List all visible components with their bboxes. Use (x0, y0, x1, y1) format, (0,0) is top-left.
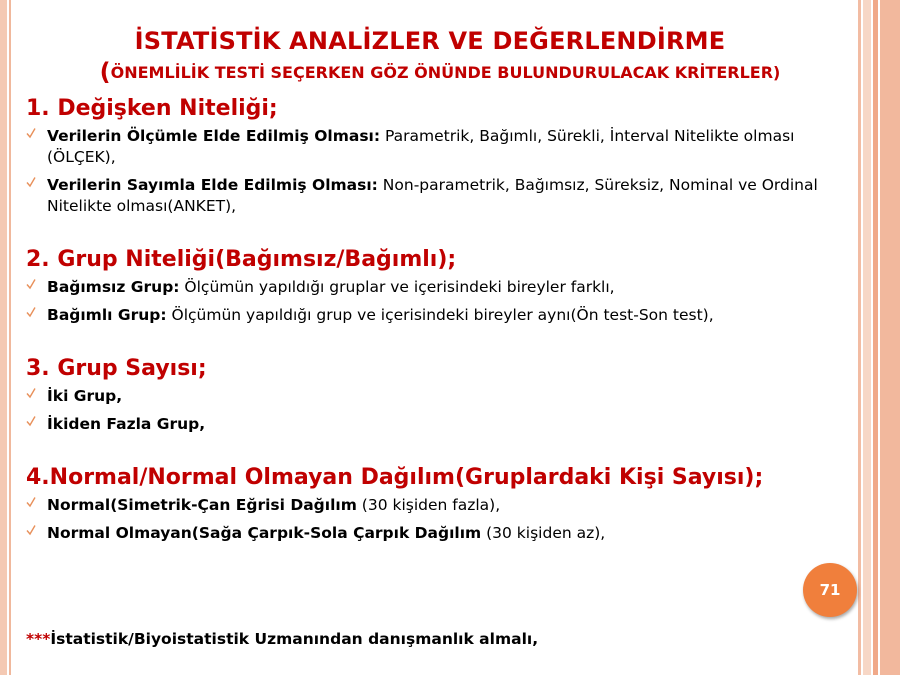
section-3 (26, 354, 826, 435)
item-text: Parametrik, Bağımlı, Sürekli, İnterval Nitelikte olması (ÖLÇEK), (47, 127, 795, 166)
item-text: Non-parametrik, Bağımsız, Süreksiz, Nominal ve Ordinal Nitelikte olması(ANKET), (47, 176, 818, 215)
checkmark-icon (26, 524, 36, 536)
checkmark-icon (26, 278, 36, 290)
section-heading: 2. Grup Niteliği(Bağımsız/Bağımlı); (26, 247, 457, 272)
section-heading: 4.Normal/Normal Olmayan Dağılım(Gruplardaki Kişi Sayısı); (26, 465, 764, 490)
slide-subtitle (20, 58, 860, 87)
bullet-list (26, 495, 826, 544)
checkmark-icon (26, 127, 36, 139)
bullet-list (26, 126, 826, 217)
item-label: Verilerin Sayımla Elde Edilmiş Olması: (47, 176, 378, 194)
bullet-list (26, 277, 826, 326)
list-item (26, 414, 826, 435)
item-label: Normal(Simetrik-Çan Eğrisi Dağılım (47, 496, 357, 514)
bullet-list (26, 386, 826, 435)
item-label: İki Grup, (47, 387, 123, 405)
item-text: (30 kişiden az), (481, 524, 606, 542)
list-item (26, 126, 826, 168)
page-number-badge: 71 (803, 563, 857, 617)
item-text: Ölçümün yapıldığı grup ve içerisindeki bireyler aynı(Ön test-Son test), (166, 306, 714, 324)
item-text: Ölçümün yapıldığı gruplar ve içerisindeki bireyler farklı, (179, 278, 615, 296)
slide-title: İSTATİSTİK ANALİZLER VE DEĞERLENDİRME (134, 27, 726, 55)
list-item (26, 175, 826, 217)
list-item (26, 305, 826, 326)
checkmark-icon (26, 415, 36, 427)
item-label: Verilerin Ölçümle Elde Edilmiş Olması: (47, 127, 381, 145)
item-text: (30 kişiden fazla), (356, 496, 501, 514)
item-label: İkiden Fazla Grup, (47, 415, 206, 433)
slide-body (26, 94, 826, 551)
section-2 (26, 245, 826, 326)
footnote-stars: *** (26, 630, 51, 648)
section-4 (26, 463, 826, 544)
section-heading: 1. Değişken Niteliği; (26, 96, 278, 121)
checkmark-icon (26, 387, 36, 399)
list-item (26, 277, 826, 298)
item-label: Bağımsız Grup: (47, 278, 180, 296)
item-label: Bağımlı Grup: (47, 306, 167, 324)
section-heading: 3. Grup Sayısı; (26, 356, 207, 381)
section-1 (26, 94, 826, 217)
list-item (26, 386, 826, 407)
checkmark-icon (26, 306, 36, 318)
item-label: Normal Olmayan(Sağa Çarpık-Sola Çarpık Dağılım (47, 524, 482, 542)
list-item (26, 523, 826, 544)
left-border-decoration (0, 0, 12, 675)
footnote-text: İstatistik/Biyoistatistik Uzmanından danışmanlık almalı, (50, 630, 539, 648)
checkmark-icon (26, 496, 36, 508)
subtitle-text: ÖNEMLİLİK TESTİ SEÇERKEN GÖZ ÖNÜNDE BULUNDURULACAK KRİTERLER) (110, 63, 781, 82)
checkmark-icon (26, 176, 36, 188)
footnote (26, 629, 826, 650)
list-item (26, 495, 826, 516)
subtitle-open-paren: ( (99, 58, 111, 86)
right-border-decoration (858, 0, 900, 675)
